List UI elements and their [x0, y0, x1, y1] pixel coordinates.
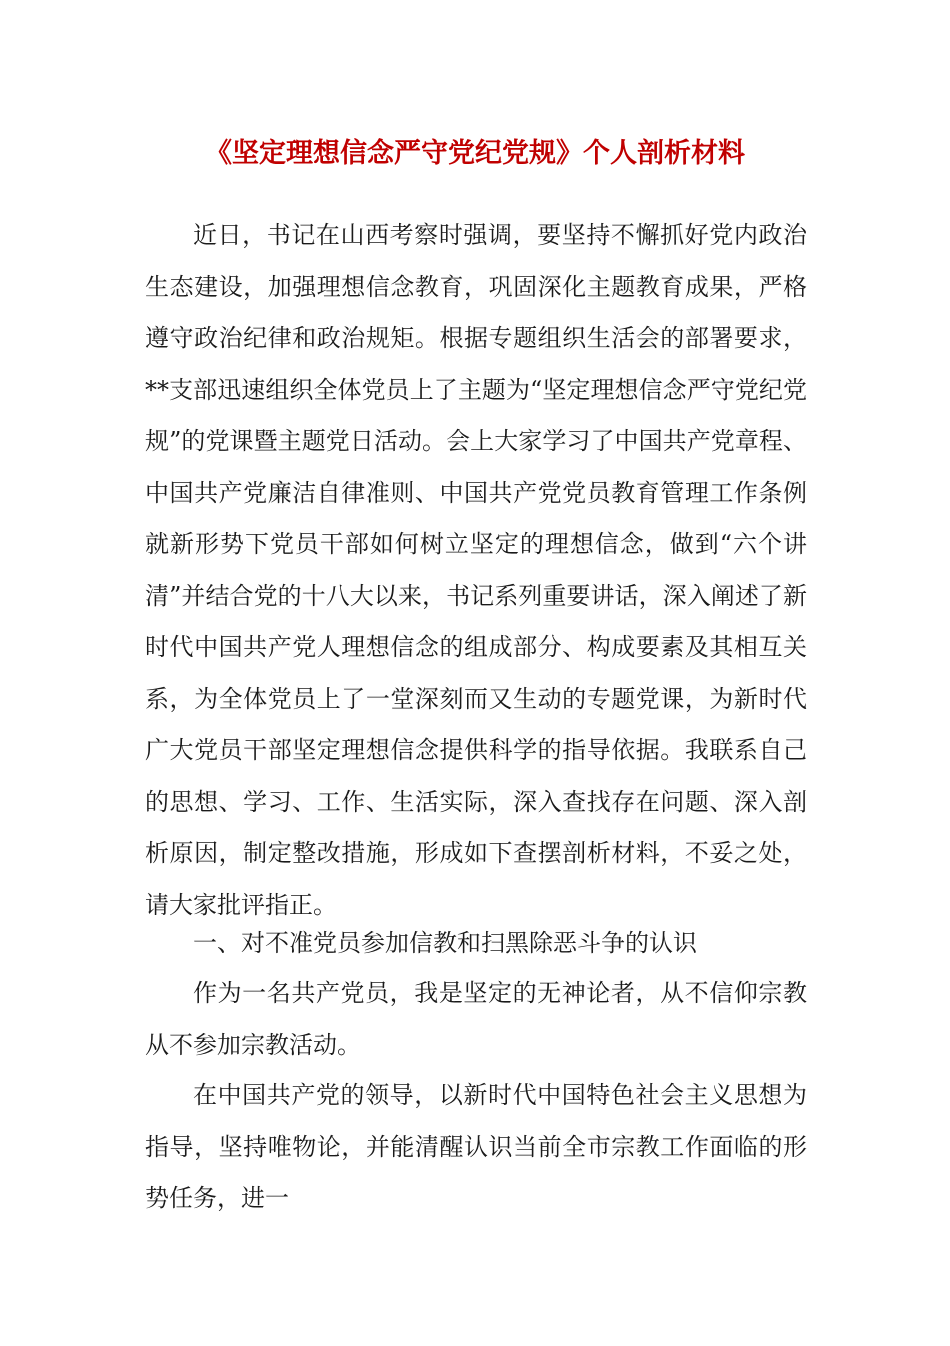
- section-1-paragraph-1: 作为一名共产党员，我是坚定的无神论者，从不信仰宗教从不参加宗教活动。: [145, 979, 807, 1059]
- section-1-paragraph-2: 在中国共产党的领导，以新时代中国特色社会主义思想为指导，坚持唯物论，并能清醒认识当前全市宗教工作面临的形势任务，进一: [145, 1081, 807, 1212]
- section-heading-1: 一、对不准党员参加信教和扫黑除恶斗争的认识: [193, 929, 697, 957]
- intro-paragraph: 近日，书记在山西考察时强调，要坚持不懈抓好党内政治生态建设，加强理想信念教育，巩固深化主题教育成果，严格遵守政治纪律和政治规矩。根据专题组织生活会的部署要求，**支部迅速组织全体党员上了主题为“坚定理想信念严守党纪党规”的党课暨主题党日活动。会上大家学习了中国共产党章程、中国共产党廉洁自律准则、中国共产党党员教育管理工作条例就新形势下党员干部如何树立坚定的理想信念，做到“六个讲清”并结合党的十八大以来，书记系列重要讲话，深入阐述了新时代中国共产党人理想信念的组成部分、构成要素及其相互关系，为全体党员上了一堂深刻而又生动的专题党课，为新时代广大党员干部坚定理想信念提供科学的指导依据。我联系自己的思想、学习、工作、生活实际，深入查找存在问题、深入剖析原因，制定整改措施，形成如下查摆剖析材料，不妥之处，请大家批评指正。: [145, 221, 807, 919]
- document-title: 《坚定理想信念严守党纪党规》个人剖析材料: [205, 138, 745, 169]
